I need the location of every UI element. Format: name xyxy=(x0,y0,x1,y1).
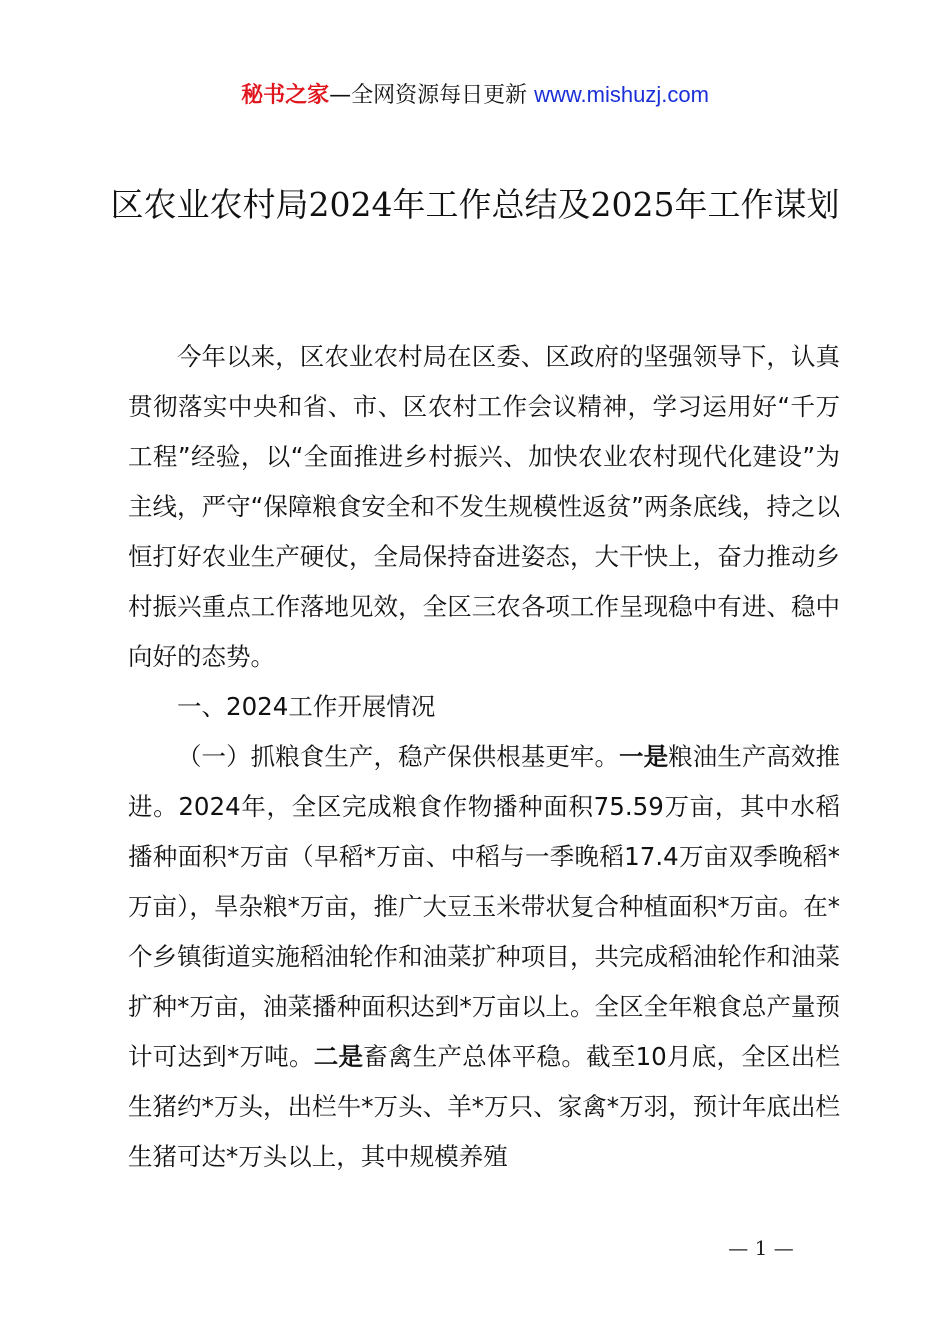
point-text: 畜禽生产总体平稳。截至10月底，全区出栏生猪约*万头，出栏牛*万头、羊*万只、家禽*万羽，预计年底出栏生猪可达*万头以上，其中规模养殖 xyxy=(128,1042,841,1171)
body-paragraph xyxy=(128,732,840,1182)
document-body xyxy=(128,332,840,1182)
page-number: — 1 — xyxy=(728,1236,794,1260)
document-title: 区农业农村局2024年工作总结及2025年工作谋划 xyxy=(110,185,840,224)
brand-name: 秘书之家 xyxy=(241,83,330,108)
intro-paragraph: 今年以来，区农业农村局在区委、区政府的坚强领导下，认真贯彻落实中央和省、市、区农村工作会议精神，学习运用好“千万工程”经验，以“全面推进乡村振兴、加快农业农村现代化建设”为主线，严守“保障粮食安全和不发生规模性返贫”两条底线，持之以恒打好农业生产硬仗，全局保持奋进姿态，大干快上，奋力推动乡村振兴重点工作落地见效，全区三农各项工作呈现稳中有进、稳中向好的态势。 xyxy=(128,342,840,671)
section-heading: 一、2024工作开展情况 xyxy=(177,692,436,721)
site-url-link[interactable]: www.mishuzj.com xyxy=(534,82,709,107)
point-lead: 二是 xyxy=(313,1042,364,1071)
site-banner xyxy=(0,80,950,111)
subsection-heading: （一）抓粮食生产，稳产保供根基更牢。 xyxy=(177,742,620,771)
point-text: 粮油生产高效推进。2024年，全区完成粮食作物播种面积75.59万亩，其中水稻播种面积*万亩（早稻*万亩、中稻与一季晚稻17.4万亩双季晚稻*万亩），旱杂粮*万亩，推广大豆玉米带状复合种植面积*万亩。在*个乡镇街道实施稻油轮作和油菜扩种项目，共完成稻油轮作和油菜扩种*万亩，油菜播种面积达到*万亩以上。全区全年粮食总产量预计可达到*万吨。 xyxy=(128,742,841,1071)
brand-tagline: —全网资源每日更新 xyxy=(329,83,528,108)
point-lead: 一是 xyxy=(619,742,669,771)
